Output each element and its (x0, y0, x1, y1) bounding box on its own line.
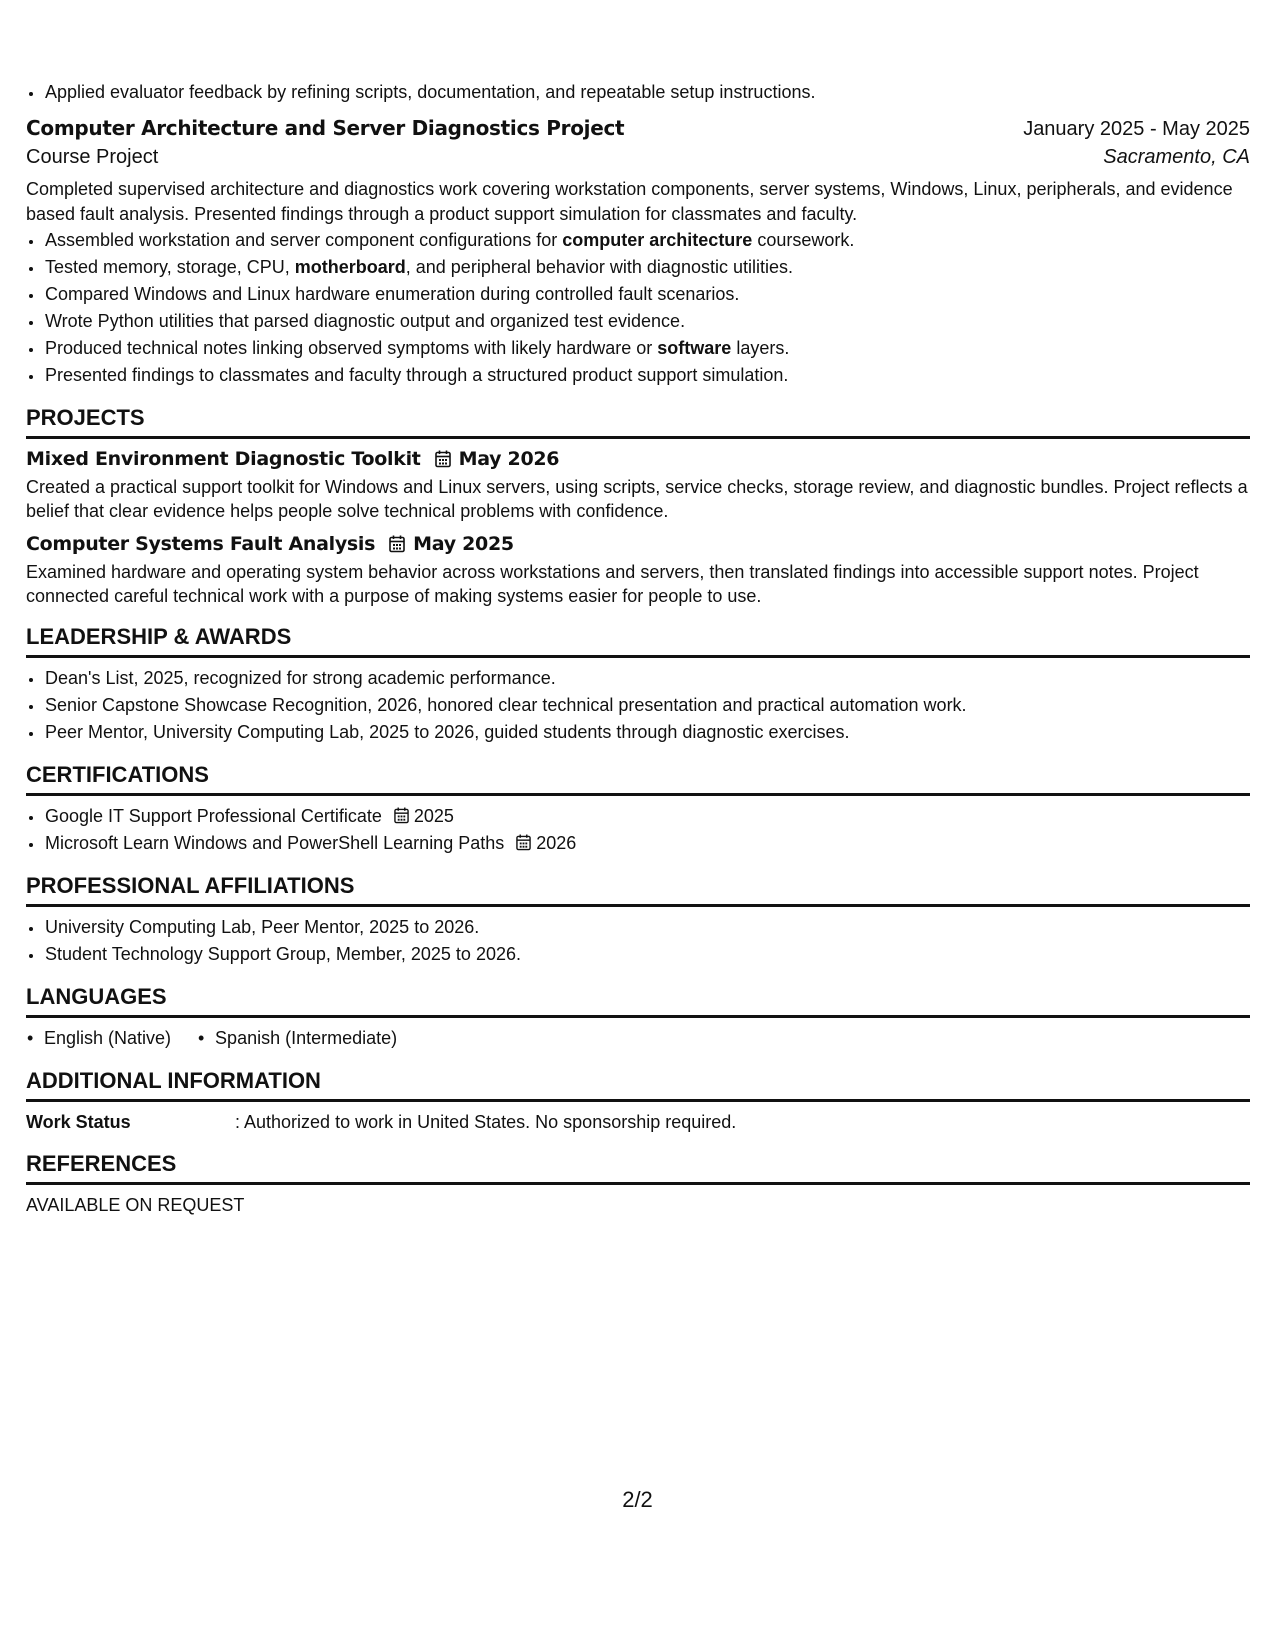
languages-list (26, 1025, 1250, 1052)
list-item: • Student Technology Support Group, Member, 2025 to 2026. (44, 941, 1250, 968)
list-item: • Peer Mentor, University Computing Lab, 2025 to 2026, guided students through diagnostic exercises. (44, 719, 1250, 746)
references-text: AVAILABLE ON REQUEST (26, 1195, 245, 1215)
project-header (26, 446, 1250, 472)
certifications-list (26, 803, 1250, 857)
section-heading: PROJECTS (26, 403, 1250, 439)
calendar-icon (435, 450, 451, 468)
list-item: • University Computing Lab, Peer Mentor, 2025 to 2026. (44, 914, 1250, 941)
list-item (44, 830, 1250, 857)
language-item: • English (Native) (26, 1025, 171, 1052)
certification-year: 2026 (536, 833, 577, 853)
continued-bullet-list (26, 79, 1250, 106)
list-item: • Assembled workstation and server component configurations for computer architecture coursework. (44, 227, 1250, 254)
project-title: Computer Systems Fault Analysis (26, 533, 376, 555)
affiliations-section (26, 871, 1250, 968)
calendar-icon (516, 834, 531, 851)
project-header (26, 531, 1250, 557)
work-status-label: Work Status (26, 1112, 131, 1132)
page-number: 2/2 (622, 1487, 653, 1512)
list-item: • Presented findings to classmates and faculty through a structured product support simulation. (44, 362, 1250, 389)
project-description: Created a practical support toolkit for Windows and Linux servers, using scripts, service checks, storage review, and diagnostic bundles. Project reflects a belief that clear evidence helps people solve technical problems with confidence. (26, 477, 1248, 521)
experience-title: Computer Architecture and Server Diagnostics Project (26, 116, 625, 140)
experience-summary: Completed supervised architecture and diagnostics work covering workstation components, server systems, Windows, Linux, peripherals, and evidence based fault analysis. Presented findings through a product support simulation for classmates and faculty. (26, 179, 1233, 224)
work-status-row (26, 1109, 1250, 1135)
section-heading: LANGUAGES (26, 982, 1250, 1018)
section-heading: ADDITIONAL INFORMATION (26, 1066, 1250, 1102)
section-heading: REFERENCES (26, 1149, 1250, 1185)
section-heading: PROFESSIONAL AFFILIATIONS (26, 871, 1250, 907)
leadership-list (26, 665, 1250, 746)
certification-year: 2025 (413, 806, 454, 826)
section-heading: CERTIFICATIONS (26, 760, 1250, 796)
project-title: Mixed Environment Diagnostic Toolkit (26, 448, 421, 470)
list-item: • Senior Capstone Showcase Recognition, 2026, honored clear technical presentation and practical automation work. (44, 692, 1250, 719)
experience-location: Sacramento, CA (1103, 146, 1250, 168)
calendar-icon (389, 535, 405, 553)
list-item: • Produced technical notes linking observed symptoms with likely hardware or software layers. (44, 335, 1250, 362)
keyword: computer architecture (562, 230, 753, 250)
list-item: • Wrote Python utilities that parsed diagnostic output and organized test evidence. (44, 308, 1250, 335)
experience-bullet-list (26, 227, 1250, 389)
list-item: • Applied evaluator feedback by refining scripts, documentation, and repeatable setup instructions. (44, 79, 1250, 106)
certifications-section (26, 760, 1250, 857)
project-date: May 2025 (413, 533, 514, 555)
keyword: motherboard (294, 257, 406, 277)
resume-content (26, 0, 1250, 1218)
list-item: • Compared Windows and Linux hardware enumeration during controlled fault scenarios. (44, 281, 1250, 308)
experience-entry (26, 116, 1250, 389)
calendar-icon (394, 807, 409, 824)
list-item (44, 803, 1250, 830)
leadership-section (26, 622, 1250, 746)
list-item: • Dean's List, 2025, recognized for strong academic performance. (44, 665, 1250, 692)
experience-role: Course Project (26, 146, 159, 168)
projects-body (26, 446, 1250, 608)
certification-name: Google IT Support Professional Certificate (45, 806, 382, 826)
experience-dates: January 2025 - May 2025 (1023, 118, 1250, 140)
experience-subheader (26, 146, 1250, 169)
list-item: • Tested memory, storage, CPU, motherboard, and peripheral behavior with diagnostic utilities. (44, 254, 1250, 281)
projects-section (26, 403, 1250, 608)
project-date: May 2026 (458, 448, 560, 470)
affiliations-list (26, 914, 1250, 968)
additional-info-section (26, 1066, 1250, 1135)
languages-section (26, 982, 1250, 1052)
keyword: software (657, 338, 732, 358)
experience-header (26, 116, 1250, 141)
work-status-value: : Authorized to work in United States. No sponsorship required. (235, 1112, 737, 1132)
project-description: Examined hardware and operating system behavior across workstations and servers, then translated findings into accessible support notes. Project connected careful technical work with a purpose of making systems easier for people to use. (26, 562, 1199, 606)
section-heading: LEADERSHIP & AWARDS (26, 622, 1250, 658)
language-item: • Spanish (Intermediate) (197, 1025, 397, 1052)
certification-name: Microsoft Learn Windows and PowerShell Learning Paths (45, 833, 505, 853)
references-section (26, 1149, 1250, 1218)
